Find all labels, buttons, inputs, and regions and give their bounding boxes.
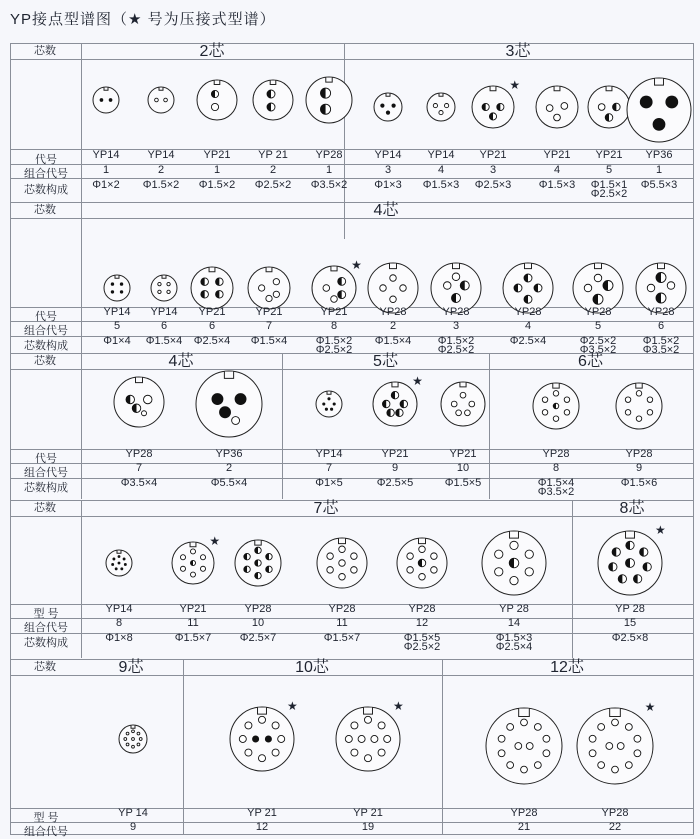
composition-cell: Φ2.5×3 bbox=[474, 179, 512, 191]
section-4-core bbox=[11, 202, 693, 356]
connector-pinout-icon bbox=[435, 376, 491, 432]
connector-pinout-icon bbox=[311, 532, 373, 594]
code-cell: YP14 bbox=[374, 149, 402, 161]
connector-pinout-icon bbox=[421, 87, 461, 127]
group-8core: 8芯 bbox=[619, 500, 645, 517]
combo-cell: 1 bbox=[102, 164, 110, 176]
code-cell: YP21 bbox=[179, 603, 207, 615]
composition-cell: Φ2.5×5 bbox=[376, 477, 414, 489]
combo-label: 组合代号 bbox=[24, 467, 68, 479]
code-cell: YP28 bbox=[510, 807, 538, 819]
code-cell: YP 28 bbox=[615, 603, 645, 615]
cores-label: 芯数 bbox=[11, 501, 79, 517]
composition-cell: Φ2.5×4 bbox=[509, 335, 547, 347]
code-cell: YP 21 bbox=[353, 807, 383, 819]
crimp-star-icon: ★ bbox=[351, 258, 362, 272]
composition-cell: Φ1.5×7 bbox=[323, 632, 361, 644]
code-cell: YP14 bbox=[103, 306, 131, 318]
combo-cell: 7 bbox=[325, 462, 333, 474]
connector-pinout-icon bbox=[391, 532, 453, 594]
composition-cell: Φ1.5×1 Φ2.5×2 bbox=[590, 179, 628, 200]
connector-pinout-icon bbox=[610, 377, 668, 435]
combo-cell: 9 bbox=[129, 821, 137, 833]
combo-cell: 1 bbox=[213, 164, 221, 176]
combo-label: 组合代号 bbox=[24, 168, 68, 180]
combo-cell: 4 bbox=[524, 320, 532, 332]
composition-cell: Φ1.5×2 bbox=[198, 179, 236, 191]
connector-pinout-icon bbox=[108, 371, 170, 433]
type-label: 型 号 bbox=[33, 608, 59, 620]
code-cell: YP 21 bbox=[258, 149, 288, 161]
group-4core-b: 4芯 bbox=[168, 353, 194, 370]
code-cell: YP 28 bbox=[499, 603, 529, 615]
crimp-star-icon: ★ bbox=[412, 374, 423, 388]
code-cell: YP21 bbox=[198, 306, 226, 318]
composition-cell: Φ1.5×4 Φ3.5×2 bbox=[537, 477, 575, 498]
composition-cell: Φ2.5×2 Φ3.5×2 bbox=[579, 335, 617, 356]
code-label: 代号 bbox=[35, 453, 57, 465]
code-cell: YP28 bbox=[625, 448, 653, 460]
group-12core: 12芯 bbox=[550, 659, 584, 676]
combo-cell: 12 bbox=[255, 821, 269, 833]
combo-cell: 6 bbox=[208, 320, 216, 332]
connector-pinout-icon bbox=[300, 71, 358, 129]
code-cell: YP28 bbox=[584, 306, 612, 318]
combo-cell: 15 bbox=[623, 617, 637, 629]
combo-cell: 10 bbox=[456, 462, 470, 474]
code-cell: YP21 bbox=[381, 448, 409, 460]
code-cell: YP28 bbox=[379, 306, 407, 318]
composition-cell: Φ3.5×2 bbox=[310, 179, 348, 191]
composition-cell: Φ1.5×2 bbox=[142, 179, 180, 191]
composition-cell: Φ1.5×2 Φ3.5×2 bbox=[642, 335, 680, 356]
group-3core: 3芯 bbox=[505, 43, 531, 60]
group-7core: 7芯 bbox=[313, 500, 339, 517]
crimp-star-icon: ★ bbox=[644, 700, 656, 714]
composition-cell: Φ1.5×6 bbox=[620, 477, 658, 489]
code-label: 代号 bbox=[35, 311, 57, 323]
cores-label: 芯数 bbox=[11, 44, 79, 60]
combo-cell: 6 bbox=[657, 320, 665, 332]
group-2core: 2芯 bbox=[199, 43, 225, 60]
composition-cell: Φ1.5×3 Φ2.5×4 bbox=[495, 632, 533, 653]
connector-pinout-icon bbox=[145, 269, 183, 307]
combo-cell: 8 bbox=[115, 617, 123, 629]
connector-pinout-icon bbox=[191, 74, 243, 126]
code-cell: YP21 bbox=[479, 149, 507, 161]
combo-cell: 9 bbox=[635, 462, 643, 474]
connector-pinout-icon bbox=[100, 544, 138, 582]
connector-pinout-icon bbox=[621, 72, 697, 148]
combo-cell: 7 bbox=[265, 320, 273, 332]
crimp-star-icon: ★ bbox=[286, 699, 298, 713]
code-cell: YP14 bbox=[315, 448, 343, 460]
section-7-8-core bbox=[11, 500, 693, 658]
composition-cell: Φ1.5×2 Φ2.5×2 bbox=[437, 335, 475, 356]
composition-cell: Φ1.5×5 bbox=[444, 477, 482, 489]
combo-cell: 4 bbox=[553, 164, 561, 176]
composition-cell: Φ2.5×2 bbox=[254, 179, 292, 191]
code-cell: YP 14 bbox=[118, 807, 148, 819]
combo-cell: 1 bbox=[325, 164, 333, 176]
composition-cell: Φ3.5×4 bbox=[120, 477, 158, 489]
composition-cell: Φ2.5×7 bbox=[239, 632, 277, 644]
composition-cell: Φ1.5×4 bbox=[145, 335, 183, 347]
code-cell: YP28 bbox=[125, 448, 153, 460]
code-cell: YP21 bbox=[595, 149, 623, 161]
combo-cell: 5 bbox=[605, 164, 613, 176]
connector-pinout-icon bbox=[310, 385, 348, 423]
combo-label: 组合代号 bbox=[24, 622, 68, 634]
combo-cell: 7 bbox=[135, 462, 143, 474]
connector-pinout-icon bbox=[247, 74, 299, 126]
combo-cell: 8 bbox=[552, 462, 560, 474]
composition-cell: Φ5.5×4 bbox=[210, 477, 248, 489]
code-cell: YP28 bbox=[408, 603, 436, 615]
cores-label: 芯数 bbox=[11, 660, 79, 676]
composition-cell: Φ1.5×4 bbox=[374, 335, 412, 347]
combo-cell: 2 bbox=[157, 164, 165, 176]
code-cell: YP28 bbox=[328, 603, 356, 615]
code-cell: YP28 bbox=[244, 603, 272, 615]
code-cell: YP28 bbox=[647, 306, 675, 318]
connector-pinout-icon bbox=[190, 365, 268, 443]
combo-cell: 2 bbox=[225, 462, 233, 474]
crimp-star-icon: ★ bbox=[654, 523, 666, 537]
combo-cell: 22 bbox=[608, 821, 622, 833]
connector-pinout-icon bbox=[113, 719, 153, 759]
connector-pinout-icon bbox=[368, 87, 408, 127]
code-cell: YP21 bbox=[320, 306, 348, 318]
combo-cell: 3 bbox=[489, 164, 497, 176]
connector-pinout-icon bbox=[530, 80, 584, 134]
combo-cell: 3 bbox=[452, 320, 460, 332]
combo-cell: 14 bbox=[507, 617, 521, 629]
connector-pinout-icon bbox=[571, 702, 659, 790]
section-9-10-12-core bbox=[11, 659, 693, 838]
code-cell: YP28 bbox=[514, 306, 542, 318]
code-cell: YP21 bbox=[449, 448, 477, 460]
composition-cell: Φ1.5×3 bbox=[422, 179, 460, 191]
composition-cell: Φ2.5×4 bbox=[193, 335, 231, 347]
code-cell: YP36 bbox=[645, 149, 673, 161]
cores-label: 芯数 bbox=[11, 354, 79, 370]
connector-pinout-icon bbox=[476, 525, 552, 601]
page-title: YP接点型谱图（★ 号为压接式型谱） bbox=[10, 11, 276, 28]
combo-cell: 11 bbox=[336, 617, 348, 629]
combo-cell: 12 bbox=[415, 617, 429, 629]
code-cell: YP28 bbox=[315, 149, 343, 161]
composition-label: 芯数构成 bbox=[24, 637, 68, 649]
composition-cell: Φ5.5×3 bbox=[640, 179, 678, 191]
composition-cell: Φ1.5×5 Φ2.5×2 bbox=[403, 632, 441, 653]
combo-cell: 21 bbox=[517, 821, 531, 833]
combo-cell: 4 bbox=[437, 164, 445, 176]
combo-cell: 2 bbox=[389, 320, 397, 332]
group-5core: 5芯 bbox=[373, 353, 398, 370]
connector-pinout-icon bbox=[98, 269, 136, 307]
code-cell: YP21 bbox=[543, 149, 571, 161]
connector-chart bbox=[10, 43, 694, 838]
group-9core: 9芯 bbox=[118, 659, 144, 676]
connector-pinout-icon bbox=[87, 81, 125, 119]
composition-cell: Φ1.5×3 bbox=[538, 179, 576, 191]
code-cell: YP14 bbox=[150, 306, 178, 318]
code-cell: YP36 bbox=[215, 448, 243, 460]
combo-cell: 8 bbox=[330, 320, 338, 332]
composition-cell: Φ1×5 bbox=[315, 477, 343, 489]
group-4core: 4芯 bbox=[373, 202, 399, 219]
combo-cell: 5 bbox=[113, 320, 121, 332]
composition-label: 芯数构成 bbox=[24, 482, 68, 494]
connector-pinout-icon bbox=[480, 702, 568, 790]
combo-cell: 19 bbox=[361, 821, 375, 833]
combo-label: 组合代号 bbox=[24, 325, 68, 337]
code-cell: YP14 bbox=[427, 149, 455, 161]
combo-cell: 9 bbox=[391, 462, 399, 474]
crimp-star-icon: ★ bbox=[509, 78, 521, 92]
combo-cell: 3 bbox=[384, 164, 392, 176]
code-cell: YP14 bbox=[147, 149, 175, 161]
code-cell: YP14 bbox=[105, 603, 133, 615]
combo-cell: 10 bbox=[251, 617, 265, 629]
section-4-5-6-core bbox=[11, 353, 693, 499]
cores-label: 芯数 bbox=[11, 203, 79, 219]
combo-cell: 11 bbox=[187, 617, 199, 629]
code-cell: YP28 bbox=[601, 807, 629, 819]
type-label: 型 号 bbox=[33, 812, 59, 824]
crimp-star-icon: ★ bbox=[392, 699, 404, 713]
code-cell: YP28 bbox=[542, 448, 570, 460]
crimp-star-icon: ★ bbox=[209, 534, 221, 548]
composition-cell: Φ1×4 bbox=[103, 335, 131, 347]
group-10core: 10芯 bbox=[295, 659, 329, 676]
composition-label: 芯数构成 bbox=[24, 340, 68, 352]
combo-label: 组合代号 bbox=[24, 826, 68, 838]
composition-cell: Φ1×8 bbox=[105, 632, 133, 644]
connector-pinout-icon bbox=[527, 377, 585, 435]
combo-cell: 2 bbox=[269, 164, 277, 176]
connector-pinout-icon bbox=[142, 81, 180, 119]
connector-pinout-icon bbox=[229, 534, 287, 592]
composition-cell: Φ1.5×2 Φ2.5×2 bbox=[315, 335, 353, 356]
code-cell: YP21 bbox=[203, 149, 231, 161]
combo-cell: 5 bbox=[594, 320, 602, 332]
code-cell: YP28 bbox=[442, 306, 470, 318]
composition-cell: Φ2.5×8 bbox=[611, 632, 649, 644]
code-cell: YP21 bbox=[255, 306, 283, 318]
code-cell: YP 21 bbox=[247, 807, 277, 819]
combo-cell: 1 bbox=[655, 164, 663, 176]
composition-cell: Φ1×3 bbox=[374, 179, 402, 191]
composition-cell: Φ1×2 bbox=[92, 179, 120, 191]
composition-cell: Φ1.5×4 bbox=[250, 335, 288, 347]
composition-cell: Φ1.5×7 bbox=[174, 632, 212, 644]
code-label: 代号 bbox=[35, 154, 57, 166]
composition-label: 芯数构成 bbox=[24, 184, 68, 196]
combo-cell: 6 bbox=[160, 320, 168, 332]
code-cell: YP14 bbox=[92, 149, 120, 161]
group-6core: 6芯 bbox=[578, 353, 603, 370]
